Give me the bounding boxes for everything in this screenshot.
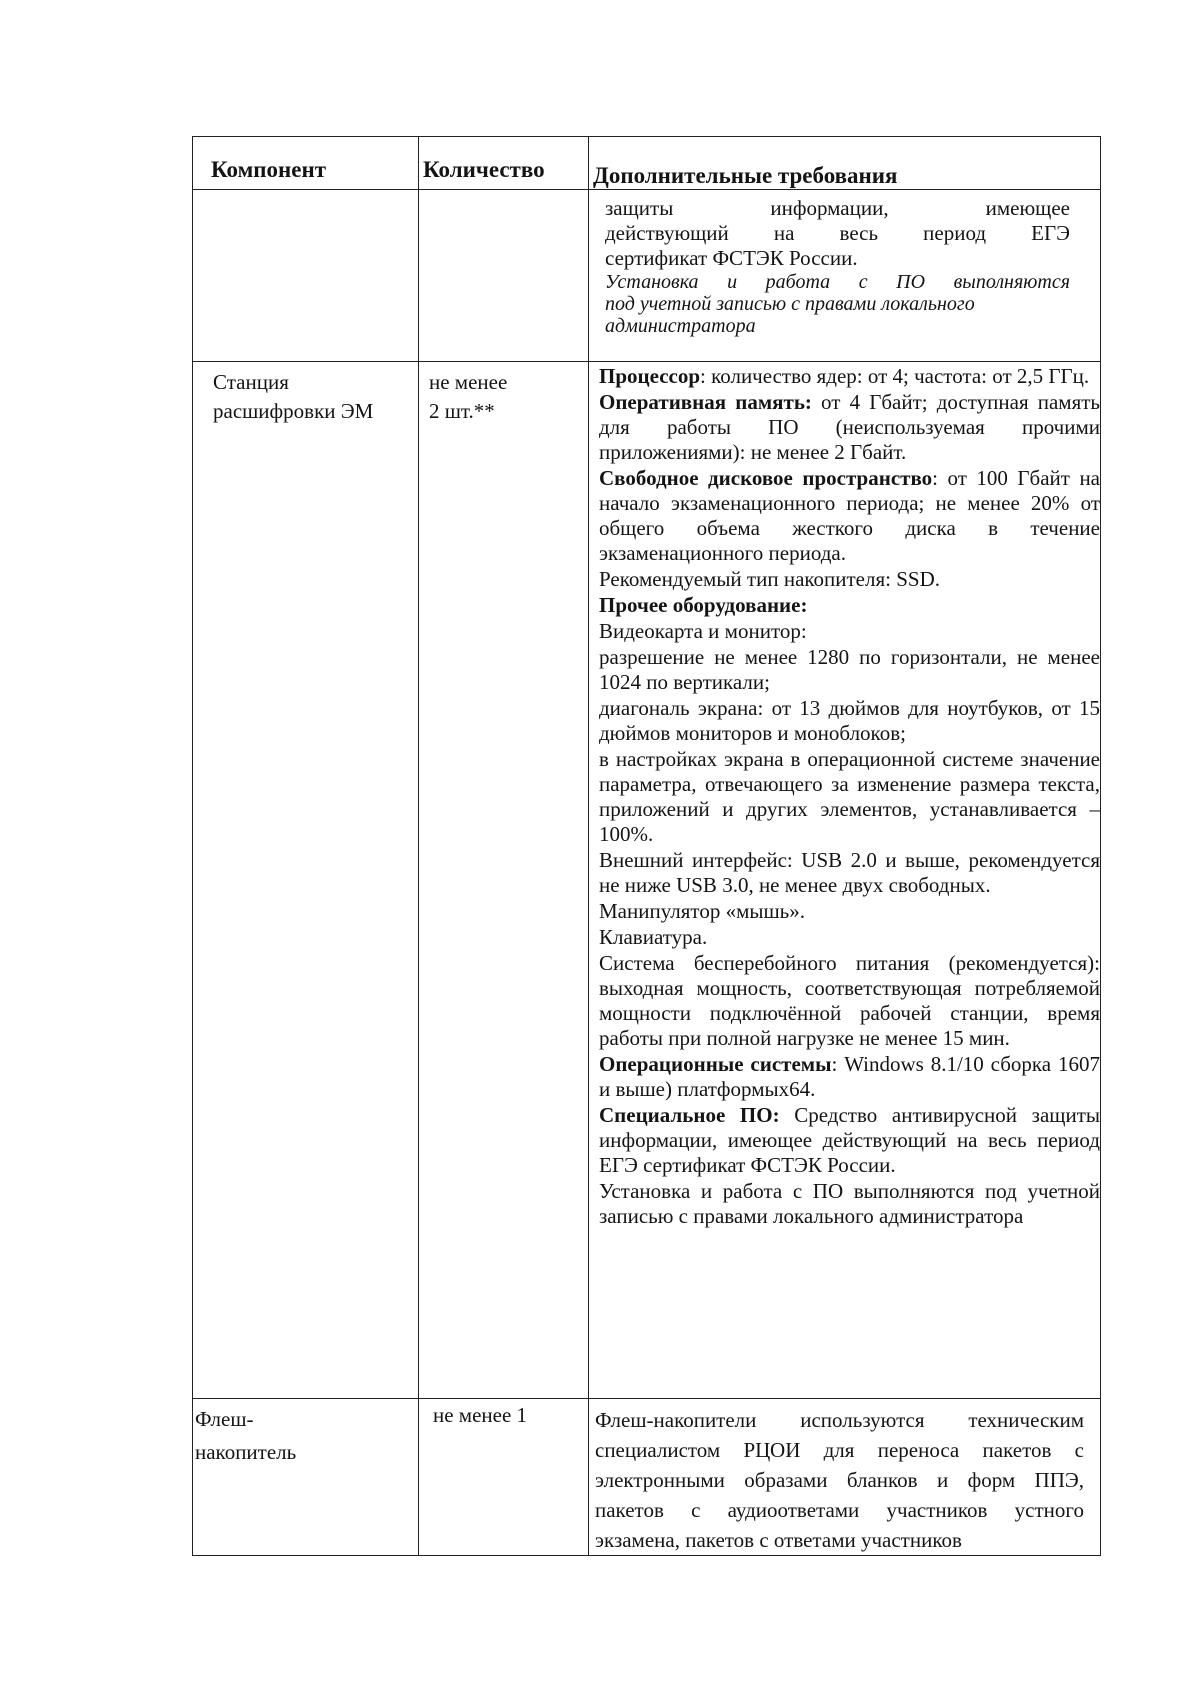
quantity-text: не менее: [429, 370, 508, 394]
component-cell: [193, 1399, 419, 1556]
quantity-cell: [419, 362, 589, 1399]
scale-requirement: в настройках экрана в операционной системе значение параметра, отвечающего за изменение размера текста, приложений и других элементов, устанавливается – 100%.: [599, 747, 1100, 846]
cpu-requirement: Процессор: количество ядер: от 4; частота: от 2,5 ГГц.: [599, 364, 1090, 388]
component-name: расшифровки ЭМ: [213, 399, 374, 423]
table-row: [193, 362, 1101, 1399]
italic-line: администратора: [605, 315, 756, 337]
component-name: Флеш-: [195, 1407, 254, 1431]
ram-requirement: Оперативная память: от 4 Гбайт; доступная память для работы ПО (неиспользуемая прочими приложениями): не менее 2 Гбайт.: [599, 390, 1100, 464]
requirements-table: [192, 136, 1101, 1556]
other-equipment-label: Прочее оборудование:: [599, 593, 808, 617]
diagonal-requirement: диагональ экрана: от 13 дюймов для ноутбуков, от 15 дюймов мониторов и моноблоков;: [599, 696, 1100, 745]
header-requirements: Дополнительные требования: [589, 137, 1101, 190]
table-header-row: [193, 137, 1101, 190]
resolution-requirement: разрешение не менее 1280 по горизонтали, не менее 1024 по вертикали;: [599, 645, 1100, 694]
text-line: защиты информации, имеющее: [605, 196, 1070, 220]
component-cell: [193, 190, 419, 362]
text-line: сертификат ФСТЭК России.: [605, 246, 858, 270]
table-row: [193, 1399, 1101, 1556]
component-name: накопитель: [195, 1440, 297, 1464]
keyboard-requirement: Клавиатура.: [599, 925, 708, 949]
ups-requirement: Система бесперебойного питания (рекомендуется): выходная мощность, соответствующая потребляемой мощности подключённой рабочей станции, время работы при полной нагрузке не менее 15 мин.: [599, 951, 1100, 1050]
quantity-text: 2 шт.**: [429, 399, 495, 423]
video-requirement: Видеокарта и монитор:: [599, 619, 807, 643]
quantity-cell: [419, 1399, 589, 1556]
italic-line: Установка и работа с ПО выполняются: [605, 271, 1070, 293]
os-requirement: Операционные системы: Windows 8.1/10 сборка 1607 и выше) платформых64.: [599, 1052, 1100, 1101]
mouse-requirement: Манипулятор «мышь».: [599, 899, 805, 923]
software-requirement: Специальное ПО: Средство антивирусной защиты информации, имеющее действующий на весь период ЕГЭ сертификат ФСТЭК России.: [599, 1103, 1100, 1177]
italic-line: под учетной записью с правами локального: [605, 293, 975, 315]
quantity-cell: [419, 190, 589, 362]
text-line: действующий на весь период ЕГЭ: [605, 221, 1070, 245]
install-note: Установка и работа с ПО выполняются под учетной записью с правами локального администратора: [599, 1179, 1100, 1228]
quantity-text: не менее 1: [433, 1403, 528, 1427]
usb-requirement: Внешний интерфейс: USB 2.0 и выше, рекомендуется не ниже USB 3.0, не менее двух свободных.: [599, 848, 1100, 897]
requirements-cell: [589, 1399, 1101, 1556]
header-component: Компонент: [193, 137, 419, 190]
header-quantity: Количество: [419, 137, 589, 190]
ssd-requirement: Рекомендуемый тип накопителя: SSD.: [599, 567, 940, 591]
component-cell: [193, 362, 419, 1399]
component-name: Станция: [213, 370, 289, 394]
requirements-cell: [589, 190, 1101, 362]
disk-requirement: Свободное дисковое пространство: от 100 Гбайт на начало экзаменационного периода; не менее 20% от общего объема жесткого диска в течение экзаменационного периода.: [599, 466, 1101, 565]
flash-description: Флеш-накопители используются техническим специалистом РЦОИ для переноса пакетов с электронными образами бланков и форм ППЭ, пакетов с аудиоответами участников устного экзамена, пакетов с ответами участников: [595, 1408, 1084, 1552]
requirements-cell: [589, 362, 1101, 1399]
table-row: [193, 190, 1101, 362]
